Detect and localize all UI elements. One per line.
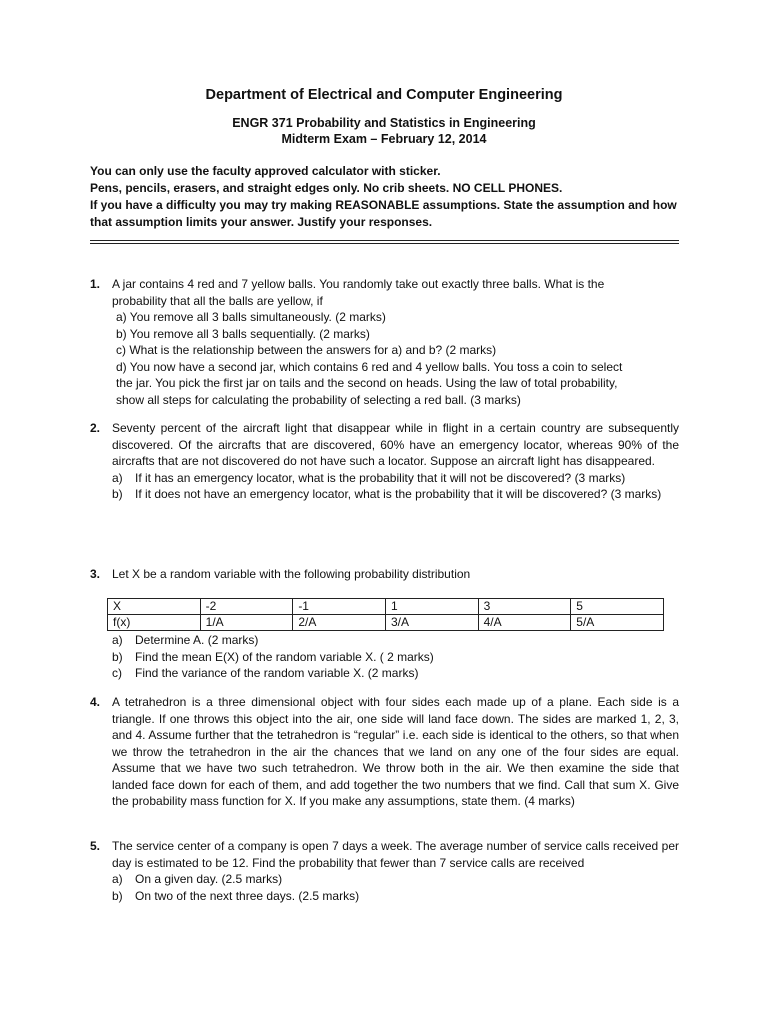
table-cell: 3 (478, 599, 571, 615)
question-stem-line: probability that all the balls are yellow, if (112, 293, 323, 308)
course-header (0, 115, 768, 147)
part-text: Find the mean E(X) of the random variable X. ( 2 marks) (135, 649, 434, 664)
question-number: 5. (90, 839, 101, 853)
question-number: 1. (90, 277, 101, 291)
question-1 (90, 276, 679, 408)
question-3 (90, 566, 679, 583)
table-cell: X (108, 599, 201, 615)
table-cell: 1 (385, 599, 478, 615)
question-part (112, 665, 679, 682)
question-part: the jar. You pick the first jar on tails and the second on heads. Using the law of total probability, (116, 376, 618, 390)
question-part: a) You remove all 3 balls simultaneously. (2 marks) (116, 310, 386, 324)
divider-bottom (90, 243, 679, 244)
part-text: If it does not have an emergency locator, what is the probability that it will be discovered? (3 marks) (135, 487, 662, 501)
exam-title: Midterm Exam – February 12, 2014 (281, 132, 487, 146)
question-number: 2. (90, 421, 101, 435)
table-cell: 5/A (571, 615, 664, 631)
question-part (112, 470, 679, 487)
question-part (112, 888, 679, 905)
instructions (90, 163, 690, 231)
question-stem-line: A jar contains 4 red and 7 yellow balls. You randomly take out exactly three balls. What is the (112, 277, 605, 291)
probability-distribution-table (107, 598, 664, 631)
question-stem: Seventy percent of the aircraft light that disappear while in flight in a certain country are subsequently discovered. Of the aircrafts that are discovered, 60% have an emergency locator, whereas 90% of the aircrafts that are not discovered do not have such a locator. Suppose an aircraft light has disappeared. (112, 421, 679, 468)
question-part: b) You remove all 3 balls sequentially. (2 marks) (116, 326, 370, 341)
table-cell: 3/A (385, 615, 478, 631)
table-cell: 1/A (200, 615, 293, 631)
course-title: ENGR 371 Probability and Statistics in Engineering (232, 116, 536, 130)
question-number: 3. (90, 567, 101, 581)
question-part: d) You now have a second jar, which contains 6 red and 4 yellow balls. You toss a coin to select (116, 359, 623, 374)
question-2 (90, 420, 679, 503)
question-part (112, 486, 679, 503)
part-text: If it has an emergency locator, what is the probability that it will not be discovered? (3 marks) (135, 470, 626, 485)
question-stem: Let X be a random variable with the following probability distribution (112, 567, 471, 581)
question-4 (90, 694, 679, 810)
question-3-parts (90, 632, 679, 682)
question-part (112, 649, 679, 666)
question-stem: A tetrahedron is a three dimensional object with four sides each made up of a plane. Each side is a triangle. If one throws this object into the air, one side will land face down. The sides are marked 1, 2, 3, and 4. Assume further that the tetrahedron is “regular” i.e. each side is identical to the others, so that when we throw the tetrahedron in the air the chances that we land on any one of the four sides are equal. Assume that we have two such tetrahedron. We throw both in the air. We then examine the side that landed face down for each of them, and add together the two numbers that we find. Call that sum X. Give the probability mass function for X. If you make any assumptions, state them. (4 marks) (112, 695, 679, 808)
divider-top (90, 240, 679, 241)
table-cell: 4/A (478, 615, 571, 631)
instruction-line: If you have a difficulty you may try making REASONABLE assumptions. State the assumption and how (90, 198, 677, 212)
question-number: 4. (90, 695, 101, 709)
table-cell: -2 (200, 599, 293, 615)
table-row (108, 599, 664, 615)
part-text: On a given day. (2.5 marks) (135, 872, 283, 886)
part-label: b) (112, 888, 123, 903)
instruction-line: Pens, pencils, erasers, and straight edges only. No crib sheets. NO CELL PHONES. (90, 181, 563, 195)
part-label: a) (112, 872, 123, 886)
table-cell: 2/A (293, 615, 386, 631)
question-part: c) What is the relationship between the answers for a) and b? (2 marks) (116, 343, 497, 357)
instruction-line: that assumption limits your answer. Justify your responses. (90, 215, 433, 229)
question-stem: The service center of a company is open 7 days a week. The average number of service calls received per day is estimated to be 12. Find the probability that fewer than 7 service calls are received (112, 839, 679, 870)
question-part (112, 632, 679, 649)
part-label: c) (112, 666, 122, 680)
part-text: On two of the next three days. (2.5 marks) (135, 888, 360, 903)
question-part: show all steps for calculating the probability of selecting a red ball. (3 marks) (116, 392, 521, 407)
part-label: a) (112, 470, 123, 485)
part-label: b) (112, 649, 123, 664)
instruction-line: You can only use the faculty approved calculator with sticker. (90, 164, 441, 178)
table-row (108, 615, 664, 631)
part-label: b) (112, 487, 123, 501)
table-cell: -1 (293, 599, 386, 615)
part-text: Find the variance of the random variable X. (2 marks) (135, 666, 419, 680)
question-part (112, 871, 679, 888)
part-text: Determine A. (2 marks) (135, 633, 259, 647)
table-cell: f(x) (108, 615, 201, 631)
department-title: Department of Electrical and Computer Engineering (205, 87, 563, 103)
question-5 (90, 838, 679, 904)
part-label: a) (112, 633, 123, 647)
table-cell: 5 (571, 599, 664, 615)
